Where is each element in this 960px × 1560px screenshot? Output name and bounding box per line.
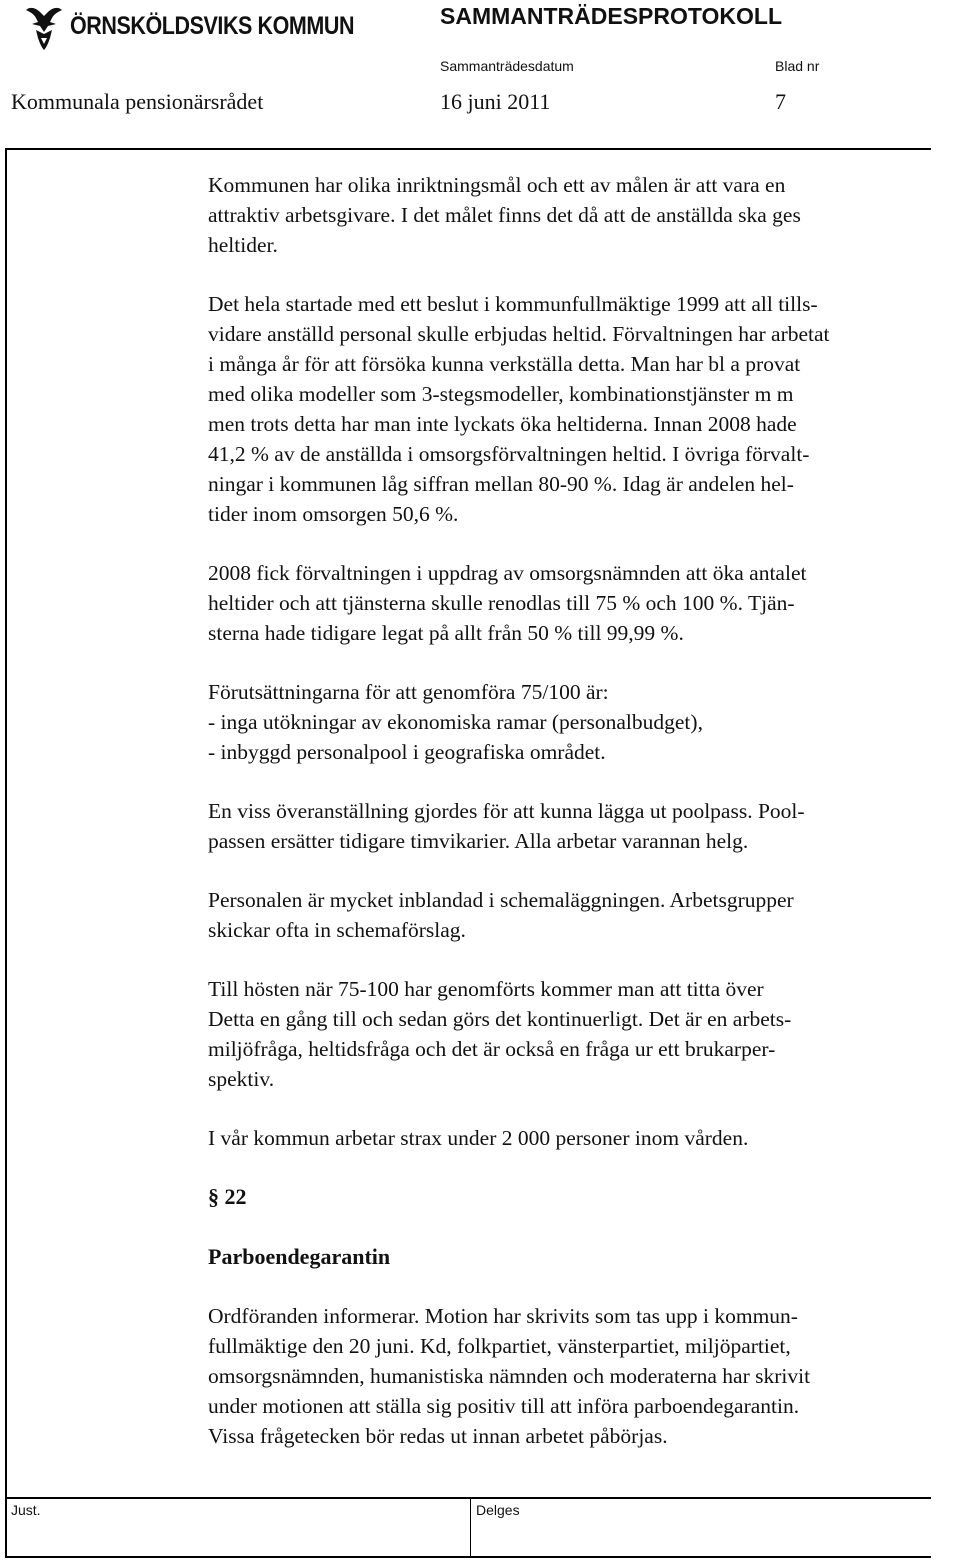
body-paragraph	[208, 170, 938, 260]
paragraph-line: ningar i kommunen låg siffran mellan 80-90 %. Idag är andelen hel-	[208, 472, 794, 496]
document-body	[208, 170, 938, 1480]
paragraph-line: 41,2 % av de anställda i omsorgsförvaltningen heltid. I övriga förvalt-	[208, 442, 810, 466]
paragraph-line: Vissa frågetecken bör redas ut innan arbetet påbörjas.	[208, 1424, 668, 1448]
section-title: Parboendegarantin	[208, 1244, 391, 1269]
body-paragraph	[208, 677, 938, 767]
paragraph-line: fullmäktige den 20 juni. Kd, folkpartiet, vänsterpartiet, miljöpartiet,	[208, 1334, 791, 1358]
justification-label: Just.	[11, 1502, 41, 1518]
paragraph-line: - inbyggd personalpool i geografiska området.	[208, 740, 606, 764]
committee-name: Kommunala pensionärsrådet	[11, 89, 264, 114]
body-paragraph	[208, 558, 938, 648]
footer-top-rule	[5, 1497, 931, 1499]
paragraph-line: men trots detta har man inte lyckats öka heltiderna. Innan 2008 hade	[208, 412, 797, 436]
body-paragraph	[208, 796, 938, 856]
paragraph-line: tider inom omsorgen 50,6 %.	[208, 502, 459, 526]
paragraph-line: omsorgsnämnden, humanistiska nämnden och moderaterna har skrivit	[208, 1364, 811, 1388]
body-paragraph	[208, 974, 938, 1094]
paragraph-line: spektiv.	[208, 1067, 275, 1091]
paragraph-line: heltider och att tjänsterna skulle renodlas till 75 % och 100 %. Tjän-	[208, 591, 795, 615]
footer-bottom-rule	[5, 1556, 931, 1558]
body-paragraph	[208, 289, 938, 529]
meeting-date: 16 juni 2011	[440, 89, 551, 114]
distribution-label: Delges	[476, 1502, 520, 1518]
paragraph-line: med olika modeller som 3-stegsmodeller, kombinationstjänster m m	[208, 382, 794, 406]
paragraph-line: heltider.	[208, 233, 278, 257]
paragraph-line: Förutsättningarna för att genomföra 75/100 är:	[208, 680, 609, 704]
section-number: § 22	[208, 1184, 247, 1209]
section-paragraph	[208, 1301, 938, 1451]
paragraph-list	[208, 170, 938, 1153]
paragraph-line: Detta en gång till och sedan görs det kontinuerligt. Det är en arbets-	[208, 1007, 792, 1031]
paragraph-line: Till hösten när 75-100 har genomförts kommer man att titta över	[208, 977, 764, 1001]
document-type-title: SAMMANTRÄDESPROTOKOLL	[440, 3, 783, 29]
paragraph-line: 2008 fick förvaltningen i uppdrag av omsorgsnämnden att öka antalet	[208, 561, 807, 585]
paragraph-line: Personalen är mycket inblandad i schemaläggningen. Arbetsgrupper	[208, 888, 794, 912]
paragraph-line: Kommunen har olika inriktningsmål och ett av målen är att vara en	[208, 173, 786, 197]
paragraph-line: vidare anställd personal skulle erbjudas heltid. Förvaltningen har arbetat	[208, 322, 830, 346]
paragraph-line: under motionen att ställa sig positiv till att införa parboendegarantin.	[208, 1394, 800, 1418]
body-paragraph	[208, 885, 938, 945]
paragraph-line: skickar ofta in schemaförslag.	[208, 918, 466, 942]
organization-name: ÖRNSKÖLDSVIKS KOMMUN	[70, 12, 355, 40]
paragraph-line: passen ersätter tidigare timvikarier. Alla arbetar varannan helg.	[208, 829, 749, 853]
footer-divider	[470, 1497, 471, 1557]
paragraph-line: attraktiv arbetsgivare. I det målet finns det då att de anställda ska ges	[208, 203, 801, 227]
paragraph-line: I vår kommun arbetar strax under 2 000 personer inom vården.	[208, 1126, 749, 1150]
page-number: 7	[775, 89, 786, 114]
page-number-label: Blad nr	[775, 58, 820, 74]
paragraph-line: i många år för att försöka kunna verkställa detta. Man har bl a provat	[208, 352, 801, 376]
paragraph-line: Det hela startade med ett beslut i kommunfullmäktige 1999 att all tills-	[208, 292, 818, 316]
meeting-date-label: Sammanträdesdatum	[440, 58, 574, 74]
paragraph-line: miljöfråga, heltidsfråga och det är också en fråga ur ett brukarper-	[208, 1037, 776, 1061]
paragraph-line: - inga utökningar av ekonomiska ramar (personalbudget),	[208, 710, 703, 734]
paragraph-line: sterna hade tidigare legat på allt från 50 % till 99,99 %.	[208, 621, 684, 645]
municipal-crest-logo	[22, 4, 66, 52]
paragraph-line: Ordföranden informerar. Motion har skrivits som tas upp i kommun-	[208, 1304, 798, 1328]
paragraph-line: En viss överanställning gjordes för att kunna lägga ut poolpass. Pool-	[208, 799, 805, 823]
body-paragraph	[208, 1123, 938, 1153]
